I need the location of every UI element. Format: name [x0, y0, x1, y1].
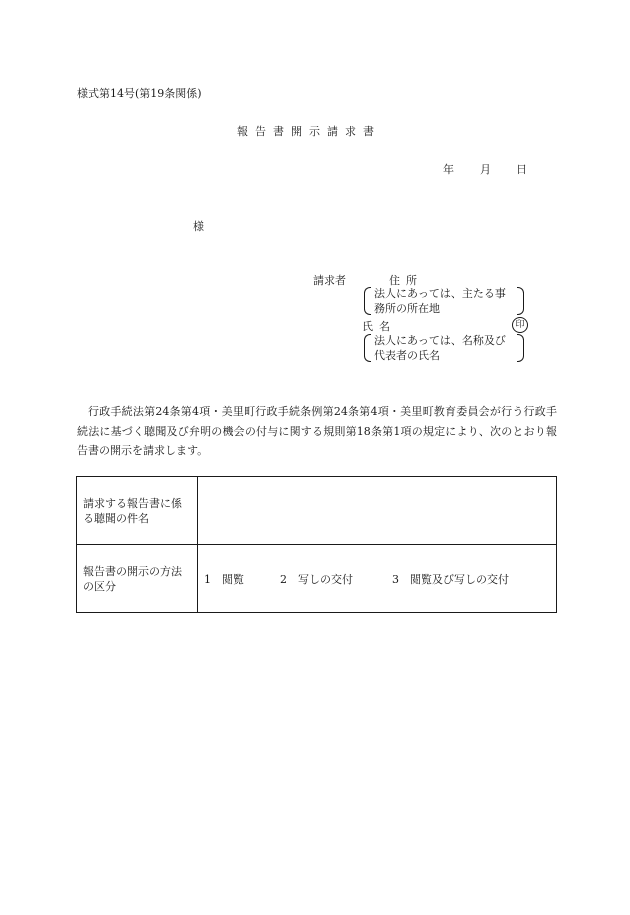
page-title: 報告書開示請求書: [237, 125, 381, 138]
date-month-label: 月: [480, 163, 491, 176]
address-note-line: 務所の所在地: [374, 302, 440, 315]
right-bracket: [517, 287, 524, 315]
request-table: [76, 476, 557, 613]
date-day-label: 日: [516, 163, 527, 176]
option-view[interactable]: 1 閲覧: [204, 572, 244, 586]
name-note-line: 代表者の氏名: [374, 349, 440, 362]
table-row: [77, 545, 557, 613]
address-label: 住所: [389, 274, 423, 287]
option-copy[interactable]: 2 写しの交付: [280, 572, 353, 586]
date-year-label: 年: [443, 163, 454, 176]
left-bracket: [364, 334, 371, 362]
seal-icon: 印: [512, 317, 528, 333]
name-note-line: 法人にあっては、名称及び: [374, 334, 506, 347]
disclosure-method-options: [198, 545, 557, 613]
addressee-suffix: 様: [193, 220, 204, 233]
form-number: 様式第14号(第19条関係): [77, 87, 202, 100]
table-row: [77, 477, 557, 545]
address-note-line: 法人にあっては、主たる事: [374, 287, 506, 300]
right-bracket: [517, 334, 524, 362]
disclosure-method-label: 報告書の開示の方法の区分: [77, 545, 198, 613]
left-bracket: [364, 287, 371, 315]
name-note: [364, 333, 524, 363]
address-note: [364, 286, 524, 316]
hearing-subject-field[interactable]: [198, 477, 557, 545]
body-paragraph: 行政手続法第24条第4項・美里町行政手続条例第24条第4項・美里町教育委員会が行う行政手続法に基づく聴聞及び弁明の機会の付与に関する規則第18条第1項の規定により、次のとおり報告書の開示を請求します。: [77, 405, 557, 457]
option-view-and-copy[interactable]: 3 閲覧及び写しの交付: [392, 572, 509, 586]
name-label: 氏名: [362, 320, 396, 333]
requester-label: 請求者: [313, 274, 346, 287]
hearing-subject-label: 請求する報告書に係る聴聞の件名: [77, 477, 198, 545]
